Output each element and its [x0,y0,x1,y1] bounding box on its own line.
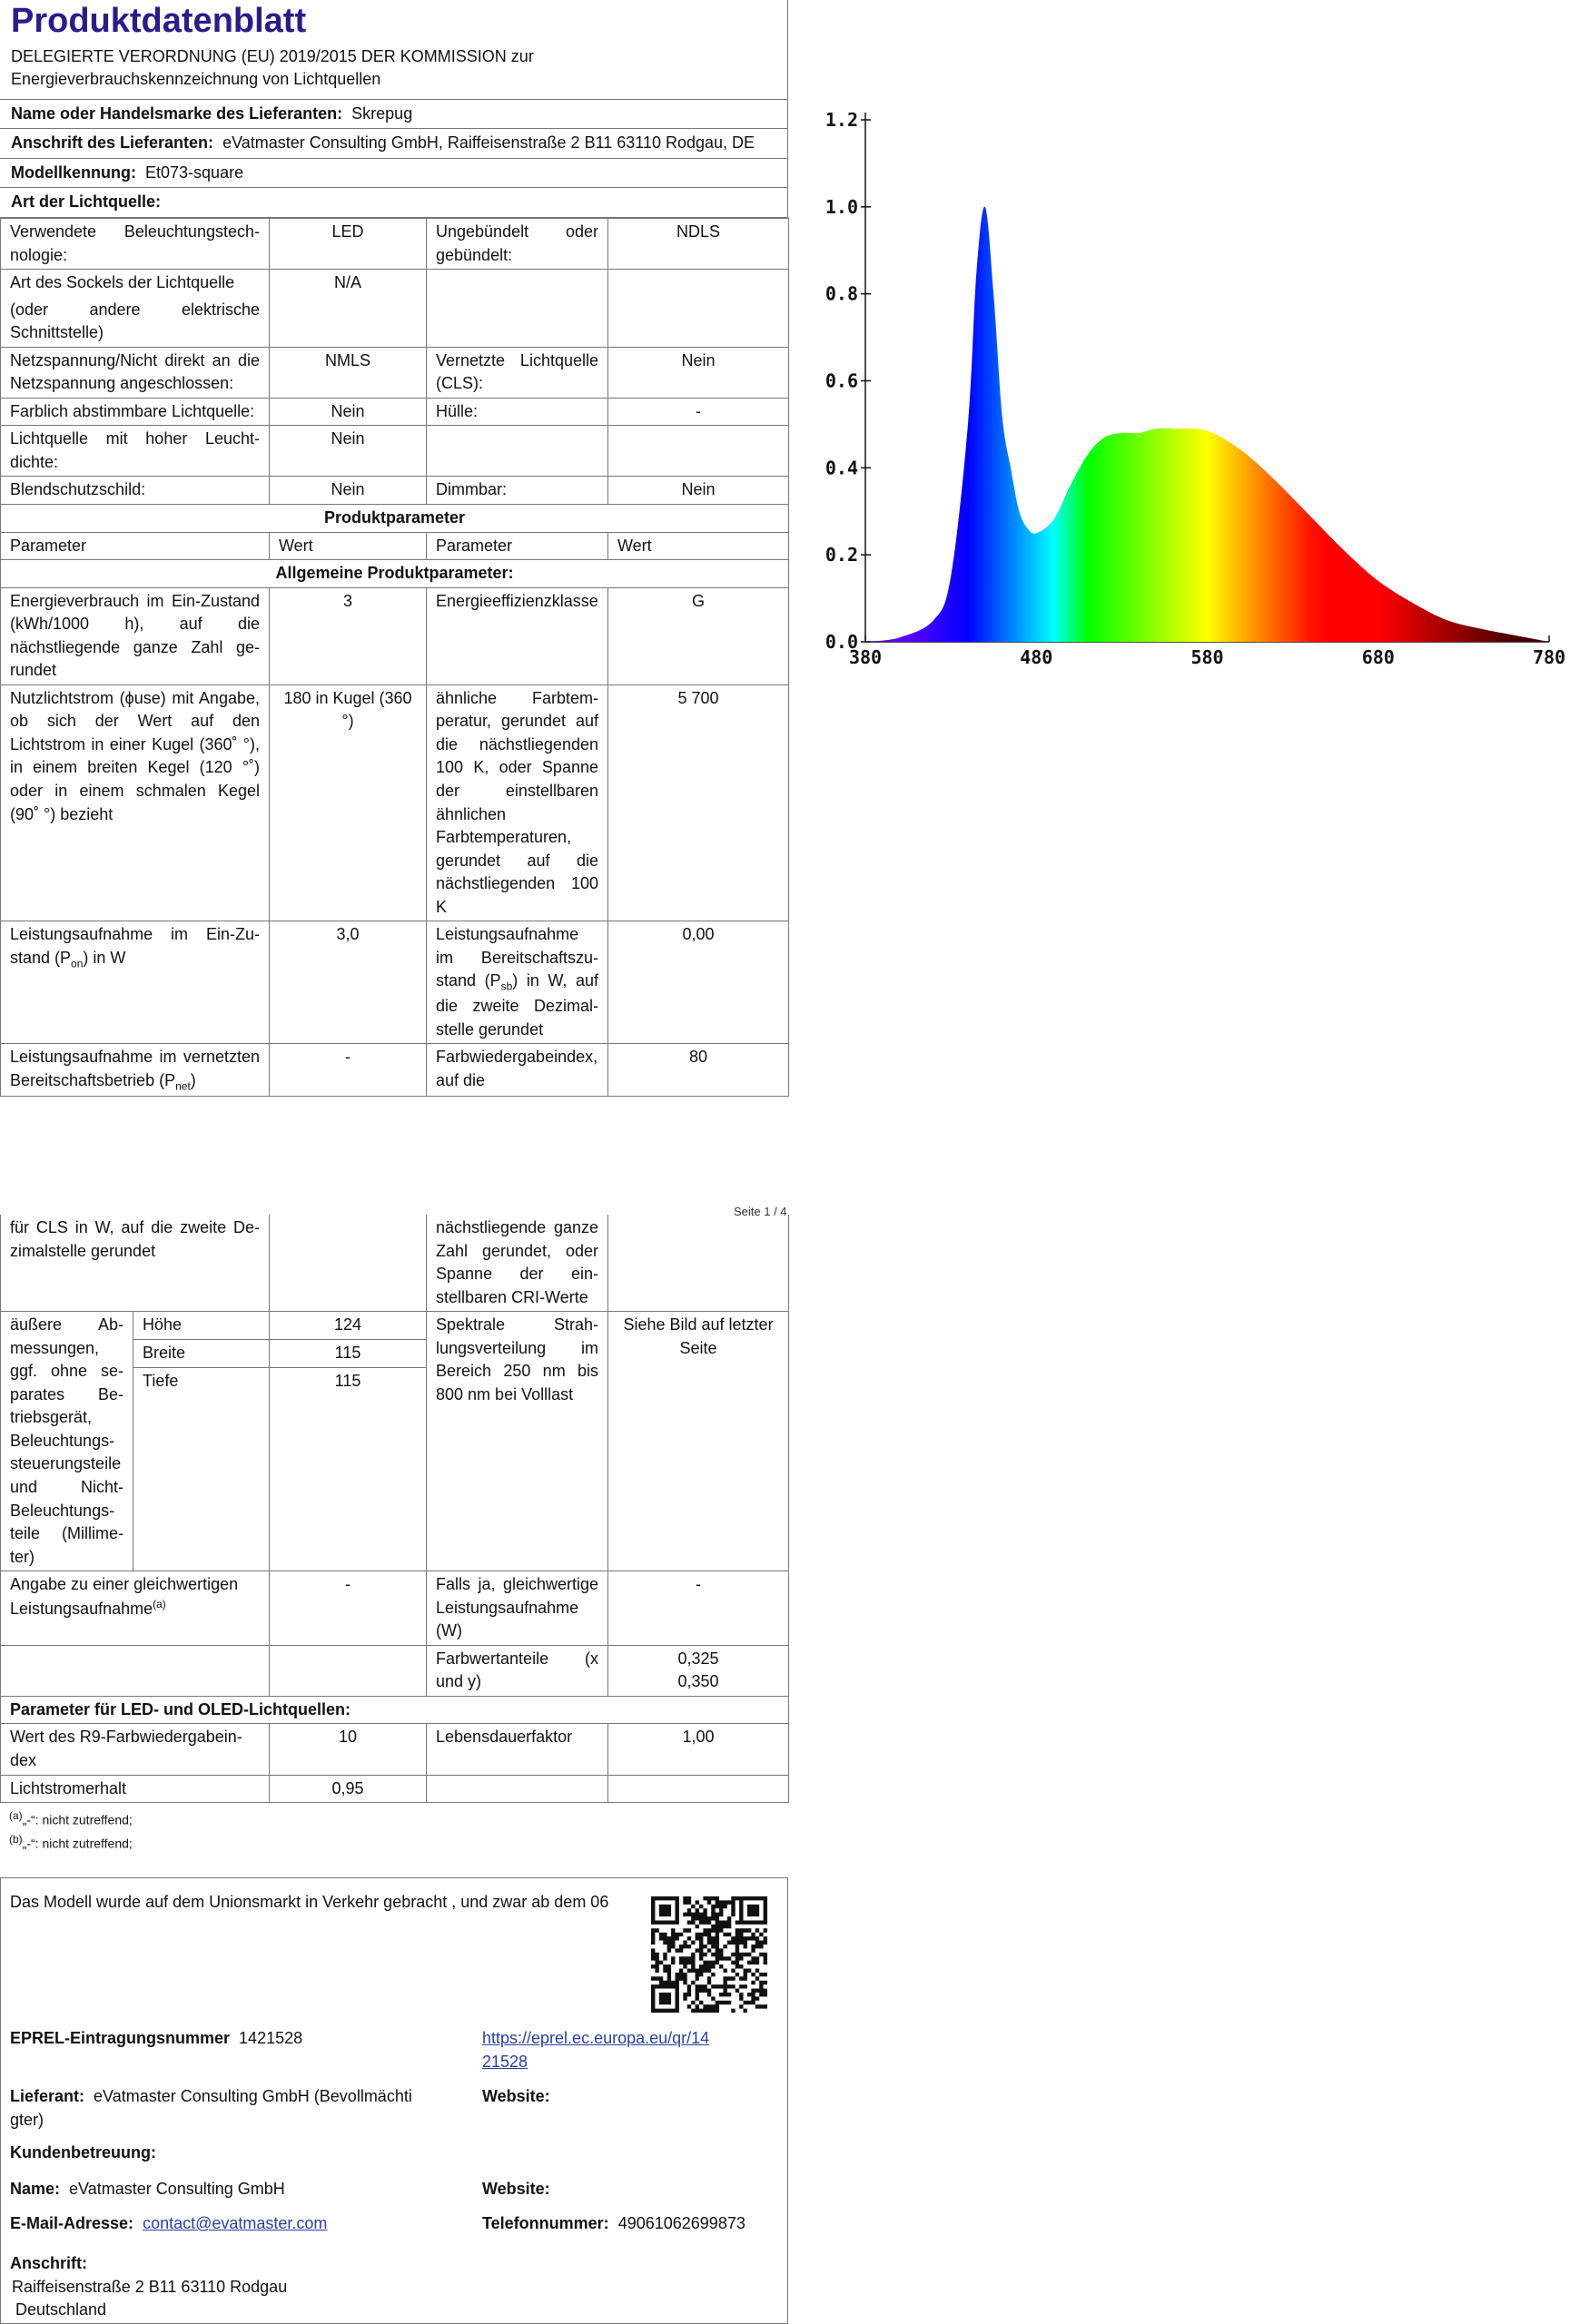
website-label: Website: [482,2087,550,2105]
params-table-continued [0,1215,789,1803]
table-row: Blendschutzschild: Nein Dimmbar: Nein [1,477,789,505]
address-block: Anschrift: Raiffeisenstraße 2 B11 63110 Rodgau Deutschland [10,2254,288,2319]
y-tick-label: 0.4 [825,457,858,479]
section-row [1,560,789,588]
y-tick-label: 1.0 [825,195,858,218]
supplier-name-row [0,99,787,129]
supplier-address-row [0,128,787,158]
y-tick-label: 1.2 [825,109,858,131]
phone-row: Telefonnummer: 49061062699873 [482,2214,746,2232]
table-row: für CLS in W, auf die zweite Dezimalstelle gerundet nächstliegende ganze Zahl gerundet, oder Spanne der einstellbaren CRI-Werte [1,1215,789,1312]
customer-service-label: Kundenbetreuung: [10,2143,156,2162]
datasheet [0,0,788,1097]
email-link[interactable]: contact@evatmaster.com [143,2214,328,2232]
website-label-2: Website: [482,2180,550,2198]
page-title: Produktdatenblatt [11,2,307,40]
supplier-address-value: eVatmaster Consulting GmbH, Raiffeisenstraße 2 B11 63110 Rodgau, DE [222,133,755,153]
table-row: Breite 115 [1,1340,789,1368]
table-row: Verwendete Beleuchtungstechnologie: LED Ungebündelt oder gebündelt: NDLS [1,218,789,269]
table-row: Angabe zu einer gleichwertigen Leistungsaufnahme$^{(a)}$ - Falls ja, gleichwertige Leistungsaufnahme (W) - [1,1571,789,1646]
x-tick-label: 580 [1190,646,1224,668]
qr-code-icon[interactable] [651,1896,767,2013]
model-value: Et073-square [145,162,244,182]
email-row: E-Mail-Adresse: contact@evatmaster.com [10,2214,328,2232]
service-name-row: Name: eVatmaster Consulting GmbH [10,2180,285,2198]
supplier-name-label: Name oder Handelsmarke des Lieferanten: [11,103,343,123]
eprel-box [0,1877,788,2324]
table-row: äußere Abmessungen, ggf. ohne separates Betriebsgerät, Beleuchtungssteuerungsteile und Nicht-Beleuchtungsteile (Millimeter) Höhe 124 Spektrale Strahlungsverteilung im Bereich 250 nm bis 800 nm bei Volllast Siehe Bild auf letzter Seite [1,1312,789,1340]
table-row: Leistungsaufnahme im vernetzten Bereitschaftsbetrieb $(P_{net})$ - Farbwiedergabeindex, auf die 80 [1,1044,789,1097]
table-row: Farblich abstimmbare Lichtquelle: Nein Hülle: - [1,398,789,426]
light-type-table [0,218,789,1097]
section-row [1,504,789,532]
model-row [0,158,787,188]
spectrum-chart-svg [795,102,1580,784]
table-row: Lichtquelle mit hoher Leuchtdichte: Nein [1,426,789,477]
x-tick-label: 680 [1361,646,1395,668]
table-row: Art des Sockels der Lichtquelle (oder andere elektrische Schnittstelle) N/A [1,270,789,348]
light-type-heading: Art der Lichtquelle: [0,187,787,217]
x-tick-label: 480 [1020,646,1053,668]
footnote-b: $^{(b)}$„-“: nicht zutreffend; [9,1832,133,1851]
y-tick-label: 0.2 [825,544,858,566]
regulation-text: DELEGIERTE VERORDNUNG (EU) 2019/2015 DER KOMMISSION zur Energieverbrauchskennzeichnung von Lichtquellen [11,46,534,89]
x-tick-label: 780 [1532,646,1566,668]
footnotes [0,1803,788,1858]
supplier-address-label: Anschrift des Lieferanten: [11,133,214,153]
market-date-text: Das Modell wurde auf dem Unionsmarkt in Verkehr gebracht , und zwar ab dem 06 [10,1893,609,1911]
spectrum-chart [795,102,1580,784]
table-row: Netzspannung/Nicht direkt an die Netzspannung angeschlossen: NMLS Vernetzte Lichtquelle (CLS): Nein [1,347,789,398]
section-heading: Parameter für LED- und OLED-Lichtquellen: [1,1696,789,1724]
section-row [1,1696,789,1724]
chart-marks [865,207,1549,642]
table-row: Nutzlichtstrom (ϕuse) mit Angabe, ob sich der Wert auf den Lichtstrom in einer Kugel (360˚ °), in einem breiten Kegel (120 °˚) oder in einem schmalen Kegel (90˚ °) bezieht 180 in Kugel (360 °) ähnliche Farbtemperatur, gerundet auf die nächstliegenden 100 K, oder Spanne der einstellbaren ähnlichen Farbtemperaturen, gerundet auf die nächstliegenden 100 K 5 700 [1,684,789,921]
page-number: Seite 1 / 4 [734,1205,787,1218]
table-row: Lichtstromerhalt 0,95 [1,1775,789,1803]
supplier-row: Lieferant: eVatmaster Consulting GmbH (Bevollmächti gter) [10,2087,412,2129]
y-tick-label: 0.6 [825,369,858,392]
footnote-a: $^{(a)}$„-“: nicht zutreffend; [9,1809,133,1827]
spectrum-area [865,207,1549,642]
y-tick-label: 0.0 [825,631,858,653]
header-block [0,0,788,218]
header-row: Parameter Wert Parameter Wert [1,532,789,560]
section-heading: Allgemeine Produktparameter: [1,560,789,588]
y-tick-label: 0.8 [825,282,858,305]
table-row: Leistungsaufnahme im Ein-Zustand $(P_{on})$ in W 3,0 Leistungsaufnahme im Bereitschaftszustand $(P_{sb})$ in W, auf die zweite Dezimalstelle gerundet 0,00 [1,921,789,1044]
x-tick-label: 380 [848,646,883,668]
table-row: Farbwertanteile (x und y) 0,325 0,350 [1,1645,789,1696]
table-row: Wert des R9-Farbwiedergabeindex 10 Lebensdauerfaktor 1,00 [1,1724,789,1775]
datasheet-continued [0,1215,788,1858]
model-label: Modellkennung: [11,162,136,182]
eprel-row: EPREL-Eintragungsnummer 1421528 [10,2029,303,2047]
eprel-link[interactable]: https://eprel.ec.europa.eu/qr/14 21528 [482,2029,710,2071]
table-row: Tiefe 115 [1,1368,789,1571]
section-heading: Produktparameter [1,504,789,532]
table-row: Energieverbrauch im Ein-Zustand (kWh/1000 h), auf die nächstliegende ganze Zahl gerundet 3 Energieeffizienzklasse G [1,587,789,684]
supplier-name-value: Skrepug [351,103,413,123]
